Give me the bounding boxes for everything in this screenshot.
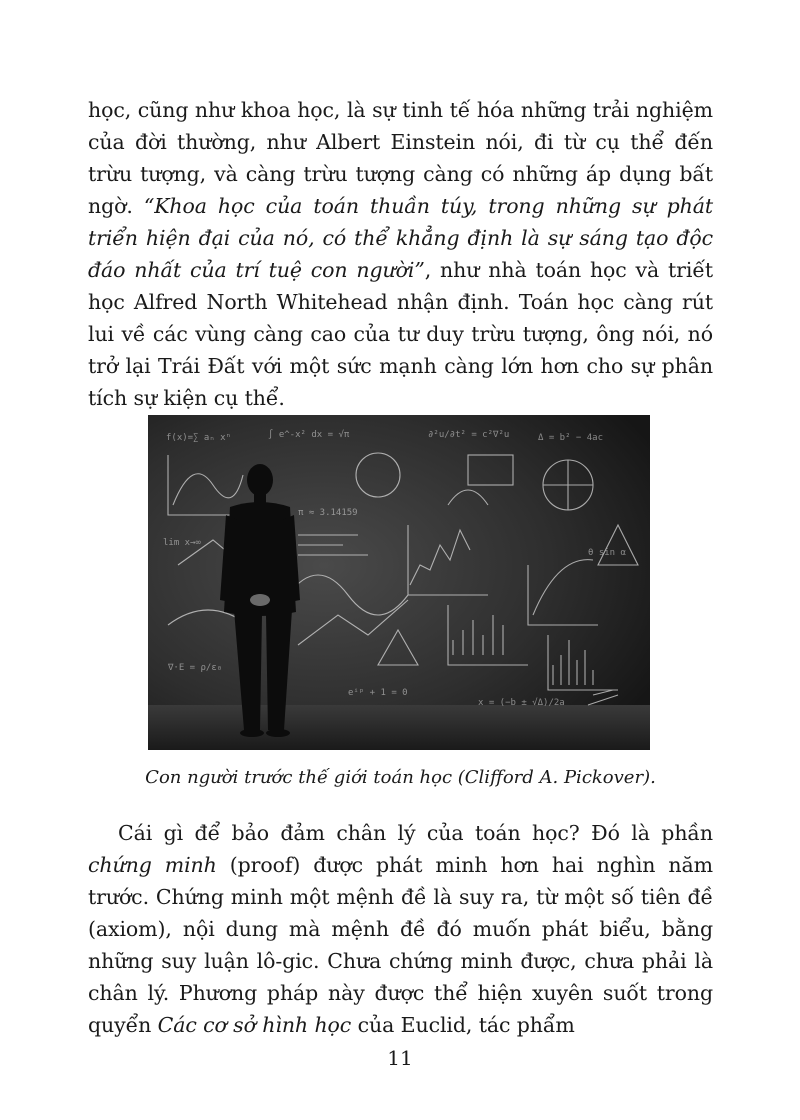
paragraph-2: Cái gì để bảo đảm chân lý của toán học? Đó là phần chứng minh (proof) được phát minh hơn hai nghìn năm trước. Chứng minh một mệnh đề là suy ra, từ một số tiên đề (axiom), nội dung mà mệnh đề đó muốn phát biểu, bằng những suy luận lô-gic. Chưa chứng minh được, chưa phải là chân lý. Phương pháp này được thể hiện xuyên suốt trong quyển Các cơ sở hình học của Euclid, tác phẩm bbox=[88, 821, 713, 1037]
svg-text:∫ e^-x² dx = √π: ∫ e^-x² dx = √π bbox=[268, 430, 350, 440]
svg-text:θ sin α: θ sin α bbox=[588, 548, 626, 558]
svg-text:f(x)=∑ aₙ xⁿ: f(x)=∑ aₙ xⁿ bbox=[166, 433, 232, 443]
chalkboard-photo bbox=[148, 415, 650, 750]
svg-text:x = (−b ± √Δ)/2a: x = (−b ± √Δ)/2a bbox=[478, 698, 565, 708]
page-number: 11 bbox=[387, 1046, 413, 1070]
paragraph-1: học, cũng như khoa học, là sự tinh tế hóa những trải nghiệm của đời thường, như Albert Einstein nói, đi từ cụ thể đến trừu tượng, và càng trừu tượng càng có những áp dụng bất ngờ. “Khoa học của toán thuần túy, trong những sự phát triển hiện đại của nó, có thể khẳng định là sự sáng tạo độc đáo nhất của trí tuệ con người”, như nhà toán học và triết học Alfred North Whitehead nhận định. Toán học càng rút lui về các vùng càng cao của tư duy trừu tượng, ông nói, nó trở lại Trái Đất với một sức mạnh càng lớn hơn cho sự phân tích sự kiện cụ thể. bbox=[88, 98, 714, 410]
book-title-elements: Các cơ sở hình học bbox=[157, 1013, 352, 1037]
whitehead-quote: “Khoa học của toán thuần túy, trong những sự phát triển hiện đại của nó, có thể khẳng định là sự sáng tạo độc đáo nhất của trí tuệ con người” bbox=[88, 194, 714, 282]
svg-text:π ≈ 3.14159: π ≈ 3.14159 bbox=[298, 508, 358, 518]
svg-text:lim x→∞: lim x→∞ bbox=[163, 538, 201, 548]
svg-text:∇·E = ρ/ε₀: ∇·E = ρ/ε₀ bbox=[168, 663, 223, 673]
svg-text:eⁱᵖ + 1 = 0: eⁱᵖ + 1 = 0 bbox=[348, 688, 408, 698]
svg-text:∂²u/∂t² = c²∇²u: ∂²u/∂t² = c²∇²u bbox=[428, 430, 510, 440]
svg-text:Δ = b² − 4ac: Δ = b² − 4ac bbox=[538, 433, 604, 443]
emphasis-proof: chứng minh bbox=[88, 853, 217, 877]
figure-caption: Con người trước thế giới toán học (Clifford A. Pickover). bbox=[145, 767, 656, 788]
